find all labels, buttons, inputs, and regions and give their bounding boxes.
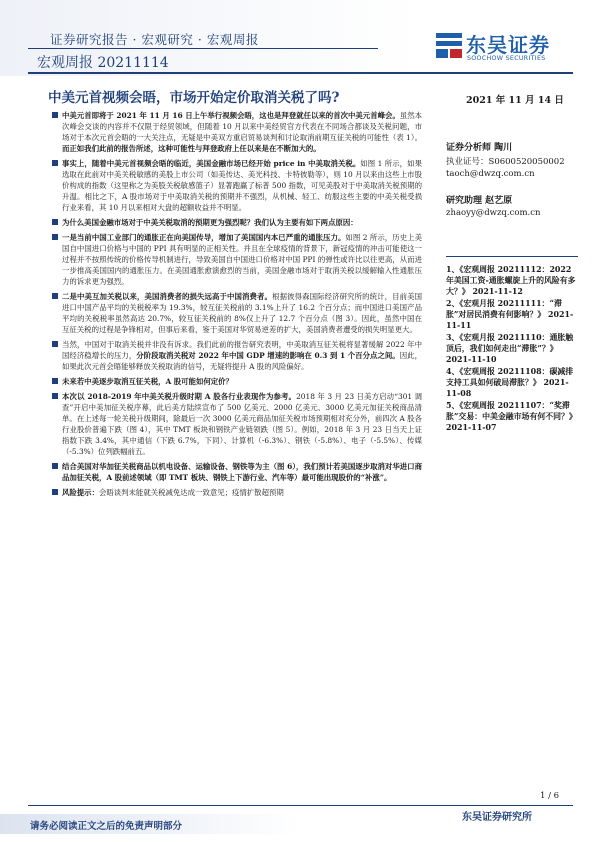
related-report-title: 3、《宏观月报 20211110：通胀触顶后，我们如何走出“滞胀”？》 [446,333,574,353]
paragraph-text: 根据彼得森国际经济研究所的统计，目前美国进口中国产品平均的关税税率为 19.3%，较互征关税前的 3.1%上升了 16.2 个百分点；而中国进口美国产品平均的关税税率虽然高达 20.7%，较互征关税前的 8%仅上升了 12.7 个百分点（图 3）。因此，虽然中国在互征关税的过程是争锋相对，但事后来看，鉴于美国对华贸易逆差的扩大，美国消费者遭受的损失明显更大。 [62,292,422,334]
paragraph-bold: 结合美国对华加征关税商品以机电设备、运输设备、钢铁等为主（图 6），我们预计若美国逐步取消对华进口商品加征关税，A 股前述领域（即 TMT 板块、钢铁上下游行业、汽车等）最可能出现股价的“补涨”。 [62,462,422,482]
bullet-icon [52,378,58,384]
paragraph-bold: 事实上，随着中美元首视频会晤的临近，美国金融市场已经开始 price in 中美取消关税。 [62,159,361,168]
paragraph-bold: 而正如我们此前的报告所述，这种可能性与拜登政府上任以来是在不断加大的。 [62,144,321,153]
assistant-name: 研究助理 赵艺原 [446,196,513,206]
logo-mark-icon [434,30,464,60]
header-divider [28,72,573,74]
paragraph-bold: 中美元首即将于 2021 年 11 月 16 日上午举行视频会晤，这也是拜登就任以来的首次中美元首峰会。 [62,111,400,120]
related-report-item[interactable] [446,298,578,331]
report-series: 证券研究报告 · 宏观研究 · 宏观周报 [50,32,259,47]
logo-text-en: SOOCHOW SECURITIES [467,55,546,62]
side-divider [446,256,578,257]
logo [434,28,584,70]
paragraph-bold: 分阶段取消关税对 2022 年中国 GDP 增速的影响在 0.3 到 1 个百分点之间。 [136,351,400,360]
page-number: 1 / 6 [540,791,560,801]
bullet-icon [52,341,58,347]
paragraph-text: 因此，如果此次元首会晤能够释放关税取消的信号，无疑将提升 A 股的风险偏好。 [62,351,422,371]
related-report-date: 2021-11-12 [472,287,523,296]
related-report-title: 2、《宏观月报 20211111：“滞胀”对居民消费有何影响？》 [446,299,562,319]
analyst-name: 证券分析师 陶川 [446,143,513,153]
paragraph [52,217,422,228]
page-title: 中美元首视频会晤，市场开始定价取消关税了吗? [48,90,340,106]
paragraph-text: 虽然本次峰会交谈的内容并不仅限于经贸领域，但随着 10 月以来中美经贸官方代表在不同场合都谈及关税问题，市场对于本次元首会晤的一大关注点，无疑是中美双方重启贸易谈判和讨论取消前期互征关税的可能性（表 1）。 [62,111,422,142]
related-report-title: 4、《宏观周报 20211108：碳减排支持工具如何破局滞胀？》 [446,367,574,387]
bullet-icon [52,160,58,166]
bullet-icon [52,393,58,399]
related-report-title: 1、《宏观周报 20211112：2022 年美国工资-通胀螺旋上升的风险有多大？》 [446,265,576,296]
related-report-date: 2021-11-07 [446,423,497,432]
analyst-cert: 执业证号：S0600520050002 [446,157,565,167]
paragraph-bold: 未来若中美逐步取消互征关税，A 股可能如何定价？ [62,377,233,386]
bullet-icon [52,293,58,299]
report-id: 宏观周报 20211114 [37,55,169,71]
paragraph-bold: 一是当前中国工业部门的通胀正在向美国传导，增加了美国国内本已严重的通胀压力。 [62,233,346,242]
report-date: 2021 年 11 月 14 日 [466,95,564,106]
paragraph [52,232,422,287]
main-body [52,110,422,502]
related-report-item[interactable] [446,400,578,433]
paragraph-text: 会晤谈判未能就关税减免达成一致意见；疫情扩散超预期 [98,488,284,497]
footer-disclaimer: 请务必阅读正文之后的免责声明部分 [30,821,183,832]
header-divider-top [28,48,378,49]
logo-text-cn: 东吴证券 [466,33,550,57]
paragraph [52,376,422,387]
bullet-icon [52,463,58,469]
bullet-icon [52,112,58,118]
related-reports [446,264,578,434]
paragraph [52,391,422,457]
analyst-panel [446,140,578,232]
paragraph [52,487,422,498]
assistant-email: zhaoyy@dwzq.com.cn [446,208,541,218]
paragraph [52,110,422,154]
related-report-date: 2021-11-08 [446,378,569,398]
related-report-title: 5、《宏观周报 20211107：“奖滞胀”交易：中美金融市场有何不同？》 [446,401,577,421]
paragraph-text: 2018 年 3 月 23 日美方启动“301 调查”开启中美加征关税序幕，此后美方陆续宣布了 500 亿美元、2000 亿美元、3000 亿美元加征关税商品清单。在上述每一轮关税升级期间，除最后一次 3000 亿美元商品加征关税市场预期相对充分外，前四次 A 股各行业股价普遍下跌（图 4），其中 TMT 板块和钢铁产业链领跌（图 5）。例如，2018 年 3 月 23 日当天上证指数下跌 3.4%，其中通信（下跌 6.7%，下同）、计算机（-6.3%）、钢铁（-5.8%）、电子（-5.5%）、传媒（-5.3%）位列跌幅前五。 [62,392,422,456]
paragraph [52,158,422,213]
paragraph-bold: 为什么美国金融市场对于中美关税取消的预期更为强烈呢？我们认为主要有如下两点原因： [62,218,358,227]
analyst-email: taoch@dwzq.com.cn [446,169,535,179]
paragraph-text: 如图 2 所示，历史上美国自中国进口价格与中国的 PPI 具有明显的正相关性。并且在全球疫情的背景下，新冠疫情的冲击可能使这一过程并不按照传统的价格传导机制进行，导致美国自中国进口价格对中国 PPI 的弹性或许比以往更高，从而进一步推高美国国内的通胀压力。在美国通胀愈演愈烈的当前，美国金融市场对于取消关税以缓解输入性通胀压力的诉求更为强烈。 [62,233,422,286]
related-report-date: 2021-11-10 [446,355,497,364]
footer-org: 东吴证券研究所 [462,812,532,823]
footer-divider [28,805,573,806]
related-report-item[interactable] [446,366,578,399]
paragraph-bold: 二是中美互加关税以来，美国消费者的损失远高于中国消费者。 [62,292,273,301]
paragraph [52,291,422,335]
paragraph-bold: 本次以 2018-2019 年中美关税升级时期 A 股各行业表现作为参考。 [62,392,297,401]
paragraph-bold: 风险提示： [62,488,99,497]
bullet-icon [52,489,58,495]
paragraph [52,339,422,372]
related-report-item[interactable] [446,332,578,365]
related-report-item[interactable] [446,264,578,297]
bullet-icon [52,234,58,240]
paragraph [52,461,422,483]
paragraph-text: 如图 1 所示，如果选取在此前对中美关税敏感的美股上市公司（如美传达、美光科技、卡特彼勒等），则 10 月以来由这些上市股价构成的指数（这里称之为美股关税敏感篮子）显著跑赢了标普 500 指数，可见美股对于中美取消关税预期的升温。相比之下，A 股市场对于中美取消关税的预期并不强烈，从机械、轻工、纺服这些主要的中美关税受损行业来看，其 10 月以来相对大盘的超额收益并不明显。 [62,159,422,212]
paragraph-text: 当然，中国对于取消关税并非没有诉求。我们此前的报告研究表明，中美取消互征关税将显著缓解 2022 年中国经济稳增长的压力， [62,340,422,360]
related-report-date: 2021-11-11 [446,310,574,330]
bullet-icon [52,219,58,225]
